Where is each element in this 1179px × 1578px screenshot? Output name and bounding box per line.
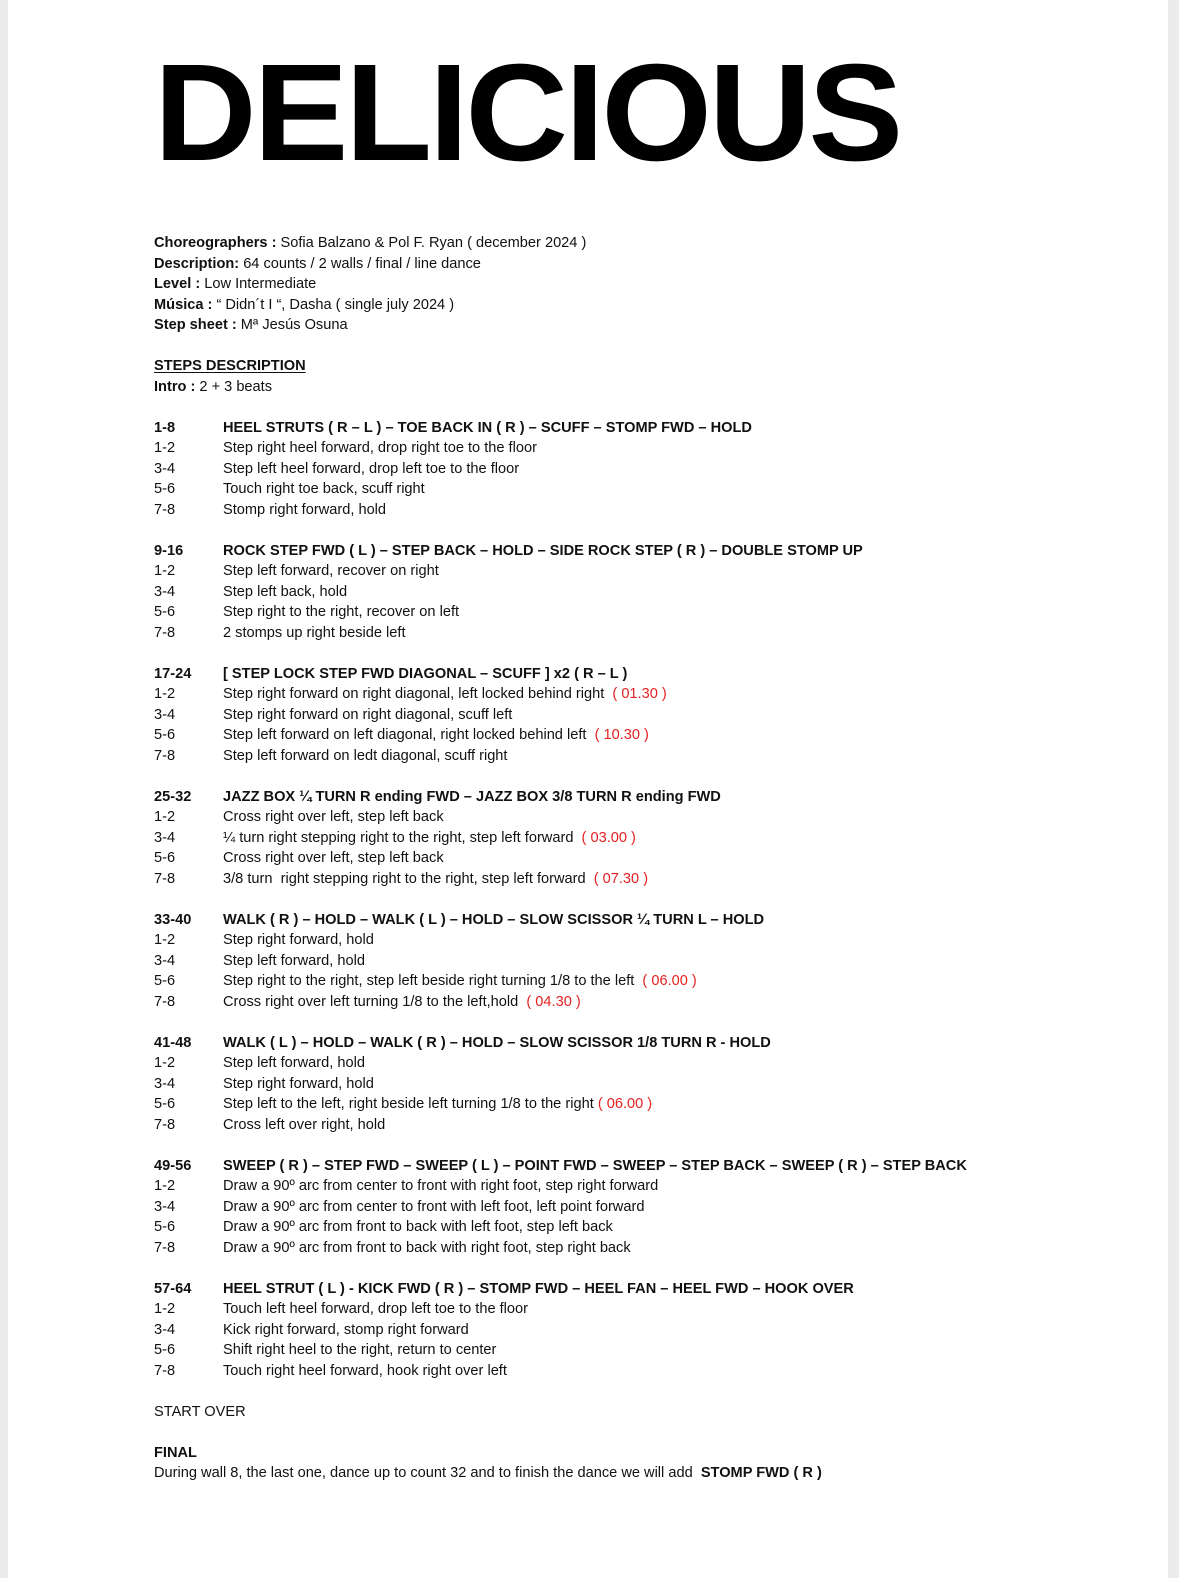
spacer — [154, 1012, 1154, 1033]
step-count: 5-6 — [154, 604, 176, 620]
step-count: 1-2 — [154, 1055, 176, 1071]
step-row — [154, 1094, 1154, 1115]
step-text: Step right forward, hold — [223, 1075, 374, 1092]
section-header — [154, 541, 1154, 562]
section-counts: 17-24 — [154, 665, 192, 682]
step-text-wrap — [223, 1074, 1154, 1095]
step-row — [154, 500, 1154, 521]
step-count: 3-4 — [154, 952, 176, 969]
section-header — [154, 1156, 1154, 1177]
level-value: Low Intermediate — [200, 276, 317, 292]
step-text-wrap — [223, 869, 1154, 890]
step-text-wrap — [223, 1094, 1154, 1115]
section-title: HEEL STRUTS ( R – L ) – TOE BACK IN ( R ) – SCUFF – STOMP FWD – HOLD — [223, 419, 752, 436]
step-count: 7-8 — [154, 501, 176, 518]
step-text-wrap — [223, 561, 1154, 582]
facing-wall: ( 07.30 ) — [593, 870, 649, 887]
step-row — [154, 971, 1154, 992]
dance-title: DELICIOUS — [154, 36, 901, 190]
step-sections — [154, 397, 1154, 1402]
step-text: 2 stomps up right beside left — [223, 624, 406, 641]
step-row — [154, 684, 1154, 705]
section-counts: 1-8 — [154, 419, 176, 436]
intro-value: 2 + 3 beats — [195, 378, 273, 395]
choreographers-label: Choreographers : — [154, 235, 277, 251]
stepsheet-value: Mª Jesús Osuna — [236, 317, 348, 333]
step-text: Draw a 90º arc from front to back with left foot, step left back — [223, 1219, 613, 1235]
stepsheet-label: Step sheet : — [154, 317, 237, 333]
step-row — [154, 1217, 1154, 1238]
step-count: 3-4 — [154, 460, 176, 477]
step-text-wrap — [223, 623, 1154, 644]
section-counts: 9-16 — [154, 542, 184, 559]
step-row — [154, 1115, 1154, 1136]
step-text: Cross right over left, step left back — [223, 850, 444, 866]
step-text-wrap — [223, 992, 1154, 1013]
step-count: 3-4 — [154, 829, 176, 846]
final-line — [154, 1463, 1154, 1484]
steps-heading: STEPS DESCRIPTION — [154, 358, 306, 374]
step-text-wrap — [223, 438, 1154, 459]
step-count: 5-6 — [154, 1096, 176, 1112]
step-text-wrap — [223, 1340, 1154, 1361]
choreographers-line — [154, 233, 1154, 254]
step-row — [154, 602, 1154, 623]
step-text: Step left to the left, right beside left turning 1/8 to the right — [223, 1096, 598, 1112]
step-text-wrap — [223, 746, 1154, 767]
step-text-wrap — [223, 1238, 1154, 1259]
step-count: 7-8 — [154, 1116, 176, 1133]
step-count: 1-2 — [154, 932, 176, 948]
step-row — [154, 1176, 1154, 1197]
step-text-wrap — [223, 1197, 1154, 1218]
step-text: Cross right over left turning 1/8 to the left,hold — [223, 993, 527, 1010]
step-text-wrap — [223, 1176, 1154, 1197]
step-text: Stomp right forward, hold — [223, 501, 387, 518]
step-row — [154, 438, 1154, 459]
section-title: WALK ( R ) – HOLD – WALK ( L ) – HOLD – SLOW SCISSOR ¼ TURN L – HOLD — [223, 911, 765, 928]
step-text-wrap — [223, 684, 1154, 705]
level-line — [154, 274, 1154, 295]
step-text-wrap — [223, 1115, 1154, 1136]
section-counts: 41-48 — [154, 1034, 192, 1051]
step-count: 5-6 — [154, 850, 176, 866]
section-counts: 49-56 — [154, 1157, 192, 1174]
final-heading: FINAL — [154, 1444, 197, 1461]
facing-wall: ( 04.30 ) — [526, 993, 581, 1010]
document-content — [154, 233, 1154, 1484]
step-row — [154, 705, 1154, 726]
step-text: Touch left heel forward, drop left toe to the floor — [223, 1301, 529, 1317]
step-text: Step left heel forward, drop left toe to the floor — [223, 460, 520, 477]
step-text-wrap — [223, 828, 1154, 849]
music-line — [154, 295, 1154, 316]
step-count: 3-4 — [154, 706, 176, 723]
step-text-wrap — [223, 807, 1154, 828]
step-row — [154, 992, 1154, 1013]
step-count: 7-8 — [154, 624, 176, 641]
spacer — [154, 1422, 1154, 1443]
step-count: 1-2 — [154, 686, 176, 702]
step-row — [154, 1340, 1154, 1361]
step-count: 5-6 — [154, 1219, 176, 1235]
step-row — [154, 828, 1154, 849]
spacer — [154, 397, 1154, 418]
step-count: 1-2 — [154, 440, 176, 456]
spacer — [154, 889, 1154, 910]
facing-wall: ( 06.00 ) — [597, 1096, 653, 1112]
facing-wall: ( 10.30 ) — [594, 727, 649, 743]
step-text: Draw a 90º arc from front to back with right foot, step right back — [223, 1239, 631, 1256]
step-text-wrap — [223, 602, 1154, 623]
step-text-wrap — [223, 1217, 1154, 1238]
step-text: Step left back, hold — [223, 583, 348, 600]
step-text-wrap — [223, 1320, 1154, 1341]
step-row — [154, 951, 1154, 972]
step-text-wrap — [223, 479, 1154, 500]
step-count: 7-8 — [154, 870, 176, 887]
step-row — [154, 582, 1154, 603]
step-text-wrap — [223, 971, 1154, 992]
music-label: Música : — [154, 296, 213, 313]
section-title: ROCK STEP FWD ( L ) – STEP BACK – HOLD – SIDE ROCK STEP ( R ) – DOUBLE STOMP UP — [223, 542, 863, 559]
steps-heading-line — [154, 356, 1154, 377]
step-count: 1-2 — [154, 1178, 176, 1194]
section-title: WALK ( L ) – HOLD – WALK ( R ) – HOLD – SLOW SCISSOR 1/8 TURN R - HOLD — [223, 1034, 771, 1051]
section-title: SWEEP ( R ) – STEP FWD – SWEEP ( L ) – POINT FWD – SWEEP – STEP BACK – SWEEP ( R ) – STEP BACK — [223, 1157, 967, 1174]
step-text: Step left forward, hold — [223, 952, 365, 969]
step-text: Shift right heel to the right, return to center — [223, 1342, 497, 1358]
document-page — [8, 0, 1168, 1578]
facing-wall: ( 03.00 ) — [581, 829, 636, 846]
step-text: 3/8 turn right stepping right to the right, step left forward — [223, 870, 594, 887]
step-count: 1-2 — [154, 809, 176, 825]
step-text-wrap — [223, 582, 1154, 603]
step-text-wrap — [223, 1299, 1154, 1320]
step-row — [154, 869, 1154, 890]
step-row — [154, 459, 1154, 480]
section-header — [154, 910, 1154, 931]
step-text-wrap — [223, 459, 1154, 480]
section-counts: 25-32 — [154, 788, 192, 805]
start-over: START OVER — [154, 1403, 246, 1420]
step-text: Step left forward on ledt diagonal, scuff right — [223, 747, 508, 764]
step-text: Draw a 90º arc from center to front with left foot, left point forward — [223, 1198, 645, 1215]
facing-wall: ( 06.00 ) — [642, 973, 697, 989]
spacer — [154, 766, 1154, 787]
step-count: 3-4 — [154, 1198, 176, 1215]
step-text: Step left forward on left diagonal, right locked behind left — [223, 727, 595, 743]
step-text: Step right forward on right diagonal, left locked behind right — [223, 686, 613, 702]
section-counts: 57-64 — [154, 1280, 192, 1297]
section-counts: 33-40 — [154, 911, 192, 928]
step-text: Draw a 90º arc from center to front with right foot, step right forward — [223, 1178, 659, 1194]
step-text-wrap — [223, 1361, 1154, 1382]
step-row — [154, 746, 1154, 767]
step-row — [154, 848, 1154, 869]
section-header — [154, 1033, 1154, 1054]
spacer — [154, 336, 1154, 357]
step-text: Touch right heel forward, hook right over left — [223, 1362, 507, 1379]
step-text: Kick right forward, stomp right forward — [223, 1321, 469, 1338]
section-header — [154, 418, 1154, 439]
step-text: Step right to the right, step left beside right turning 1/8 to the left — [223, 973, 643, 989]
spacer — [154, 1258, 1154, 1279]
description-line — [154, 254, 1154, 275]
step-text: Cross right over left, step left back — [223, 809, 444, 825]
step-row — [154, 1361, 1154, 1382]
stepsheet-line — [154, 315, 1154, 336]
step-text-wrap — [223, 1053, 1154, 1074]
final-bold-text: STOMP FWD ( R ) — [700, 1465, 822, 1481]
final-text: During wall 8, the last one, dance up to count 32 and to finish the dance we will add — [154, 1465, 701, 1481]
step-count: 1-2 — [154, 1301, 176, 1317]
section-header — [154, 664, 1154, 685]
section-title: [ STEP LOCK STEP FWD DIAGONAL – SCUFF ] x2 ( R – L ) — [223, 665, 628, 682]
step-count: 5-6 — [154, 727, 176, 743]
intro-line — [154, 377, 1154, 398]
section-title: JAZZ BOX ¼ TURN R ending FWD – JAZZ BOX 3/8 TURN R ending FWD — [223, 788, 721, 805]
description-value: 64 counts / 2 walls / final / line dance — [239, 255, 481, 272]
step-text-wrap — [223, 930, 1154, 951]
step-row — [154, 930, 1154, 951]
section-header — [154, 787, 1154, 808]
step-row — [154, 807, 1154, 828]
step-row — [154, 1299, 1154, 1320]
step-count: 7-8 — [154, 1362, 176, 1379]
step-text: Step right heel forward, drop right toe to the floor — [223, 440, 537, 456]
step-text: Step right forward on right diagonal, scuff left — [223, 706, 513, 723]
step-text-wrap — [223, 725, 1154, 746]
spacer — [154, 643, 1154, 664]
spacer — [154, 1381, 1154, 1402]
step-text-wrap — [223, 848, 1154, 869]
step-count: 3-4 — [154, 583, 176, 600]
section-title: HEEL STRUT ( L ) - KICK FWD ( R ) – STOMP FWD – HEEL FAN – HEEL FWD – HOOK OVER — [223, 1280, 854, 1297]
step-row — [154, 1074, 1154, 1095]
step-count: 3-4 — [154, 1075, 176, 1092]
step-text-wrap — [223, 705, 1154, 726]
step-text: Step right forward, hold — [223, 932, 374, 948]
step-row — [154, 1197, 1154, 1218]
step-count: 5-6 — [154, 973, 176, 989]
step-text: Touch right toe back, scuff right — [223, 481, 425, 497]
step-text: Step right to the right, recover on left — [223, 604, 460, 620]
step-text: Cross left over right, hold — [223, 1116, 386, 1133]
final-heading-line — [154, 1443, 1154, 1464]
step-row — [154, 479, 1154, 500]
spacer — [154, 520, 1154, 541]
step-count: 5-6 — [154, 481, 176, 497]
step-count: 7-8 — [154, 993, 176, 1010]
step-count: 5-6 — [154, 1342, 176, 1358]
step-text-wrap — [223, 951, 1154, 972]
step-row — [154, 561, 1154, 582]
music-value: “ Didn´t I “, Dasha ( single july 2024 ) — [212, 296, 455, 313]
level-label: Level : — [154, 276, 201, 292]
choreographers-value: Sofia Balzano & Pol F. Ryan ( december 2024 ) — [276, 235, 587, 251]
intro-label: Intro : — [154, 378, 196, 395]
section-header — [154, 1279, 1154, 1300]
step-count: 1-2 — [154, 563, 176, 579]
description-label: Description: — [154, 255, 240, 272]
step-row — [154, 1320, 1154, 1341]
step-text: Step left forward, hold — [223, 1055, 365, 1071]
step-row — [154, 623, 1154, 644]
step-count: 7-8 — [154, 747, 176, 764]
step-text: ¼ turn right stepping right to the right, step left forward — [223, 829, 582, 846]
step-text: Step left forward, recover on right — [223, 563, 439, 579]
step-text-wrap — [223, 500, 1154, 521]
step-row — [154, 725, 1154, 746]
facing-wall: ( 01.30 ) — [612, 686, 667, 702]
step-count: 3-4 — [154, 1321, 176, 1338]
spacer — [154, 1135, 1154, 1156]
step-row — [154, 1053, 1154, 1074]
step-count: 7-8 — [154, 1239, 176, 1256]
step-row — [154, 1238, 1154, 1259]
